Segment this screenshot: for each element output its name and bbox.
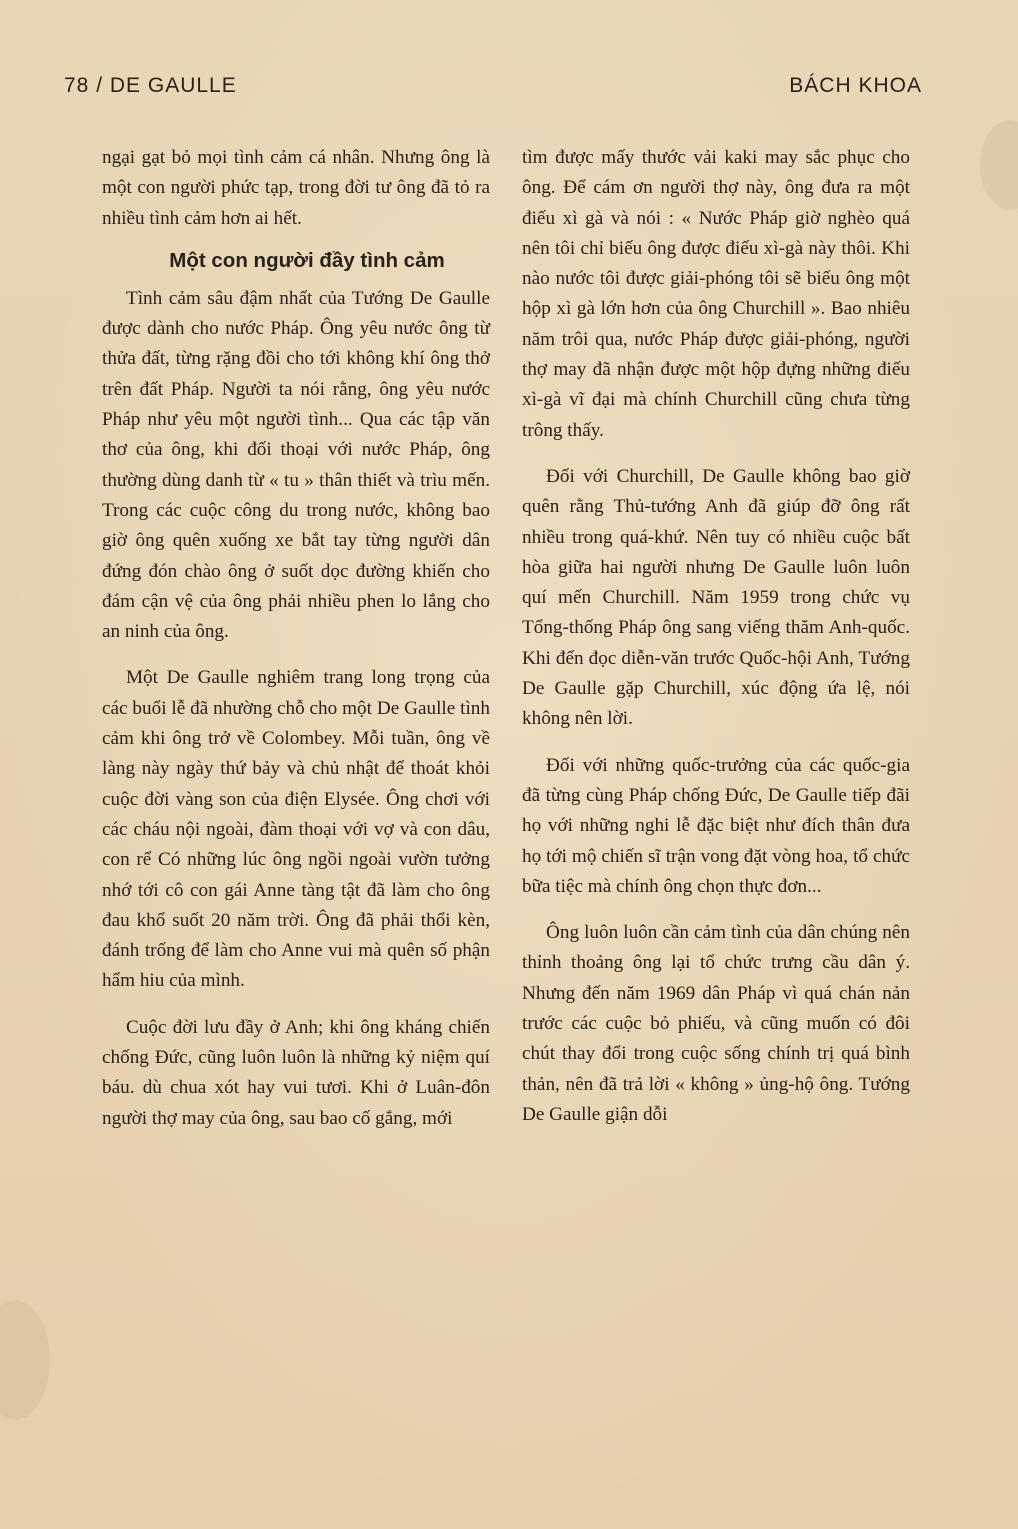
paragraph: Một De Gaulle nghiêm trang long trọng của các buổi lễ đã nhường chỗ cho một De Gaulle tình cảm khi ông trở về Colombey. Mỗi tuần, ông về làng này ngày thứ bảy và chủ nhật để thoát khỏi cuộc đời vàng son của điện Elysée. Ông chơi với các cháu nội ngoài, đàm thoại với vợ và con dâu, con rể Có những lúc ông ngồi ngoài vườn tưởng nhớ tới cô con gái Anne tàng tật đã làm cho ông đau khổ suốt 20 năm trời. Ông đã phải thổi kèn, đánh trống để làm cho Anne vui mà quên số phận hẩm hiu của mình.: [102, 667, 490, 992]
section-heading: Một con người đầy tình cảm: [169, 248, 445, 272]
paragraph: Đối với Churchill, De Gaulle không bao giờ quên rằng Thủ-tướng Anh đã giúp đỡ ông rất nhiều trong quá-khứ. Nên tuy có nhiều cuộc bất hòa giữa hai người nhưng De Gaulle luôn luôn quí mến Churchill. Năm 1959 trong chức vụ Tổng-thống Pháp ông sang viếng thăm Anh-quốc. Khi đến đọc diễn-văn trước Quốc-hội Anh, Tướng De Gaulle gặp Churchill, xúc động ứa lệ, nói không nên lời.: [522, 465, 910, 730]
paragraph: Đối với những quốc-trưởng của các quốc-gia đã từng cùng Pháp chống Đức, De Gaulle tiếp đãi họ với những nghi lễ đặc biệt như đích thân đưa họ tới mộ chiến sĩ trận vong đặt vòng hoa, tổ chức bữa tiệc mà chính ông chọn thực đơn...: [522, 754, 910, 897]
left-column: [102, 143, 490, 1134]
paper-stain: [980, 120, 1018, 210]
page-number-title: 78 / DE GAULLE: [64, 74, 237, 97]
paragraph: Cuộc đời lưu đầy ở Anh; khi ông kháng chiến chống Đức, cũng luôn luôn là những kỷ niệm quí báu. dù chua xót hay vui tươi. Khi ở Luân-đôn người thợ may của ông, sau bao cố gắng, mới: [102, 1016, 490, 1129]
magazine-name: BÁCH KHOA: [789, 74, 922, 97]
paragraph: ngại gạt bỏ mọi tình cảm cá nhân. Nhưng ông là một con người phức tạp, trong đời tư ông đã tỏ ra nhiều tình cảm hơn ai hết.: [102, 147, 490, 229]
paragraph: tìm được mấy thước vải kaki may sắc phục cho ông. Để cám ơn người thợ này, ông đưa ra một điếu xì gà và nói : « Nước Pháp giờ nghèo quá nên tôi chỉ biếu ông được điếu xì-gà này thôi. Khi nào nước tôi được giải-phóng tôi sẽ biếu ông một hộp xì gà lớn hơn của ông Churchill ». Bao nhiêu năm trôi qua, nước Pháp được giải-phóng, người thợ may đã nhận được một hộp đựng những điếu xì-gà vĩ đại mà chính Churchill cũng chưa từng trông thấy.: [522, 147, 910, 441]
right-column: [522, 143, 910, 1130]
paper-stain: [0, 1300, 50, 1420]
paragraph: Ông luôn luôn cần cảm tình của dân chúng nên thỉnh thoảng ông lại tổ chức trưng cầu dân ý. Nhưng đến năm 1969 dân Pháp vì quá chán nản trước các cuộc bỏ phiếu, và cũng muốn có đôi chút thay đổi trong cuộc sống chính trị quá bình thản, nên đã trả lời « không » ủng-hộ ông. Tướng De Gaulle giận dỗi: [522, 922, 910, 1125]
page-header: [64, 74, 922, 102]
paragraph: Tình cảm sâu đậm nhất của Tướng De Gaulle được dành cho nước Pháp. Ông yêu nước ông từ thửa đất, từng rặng đồi cho tới không khí ông thở trên đất Pháp. Người ta nói rằng, ông yêu nước Pháp như yêu một người tình... Qua các tập văn thơ của ông, khi đối thoại với nước Pháp, ông thường dùng danh từ « tu » thân thiết và trìu mến. Trong các cuộc công du trong nước, không bao giờ ông quên xuống xe bắt tay từng người dân đứng đón chào ông ở suốt dọc đường khiến cho đám cận vệ của ông phải nhiều phen lo lắng cho an ninh của ông.: [102, 287, 490, 643]
